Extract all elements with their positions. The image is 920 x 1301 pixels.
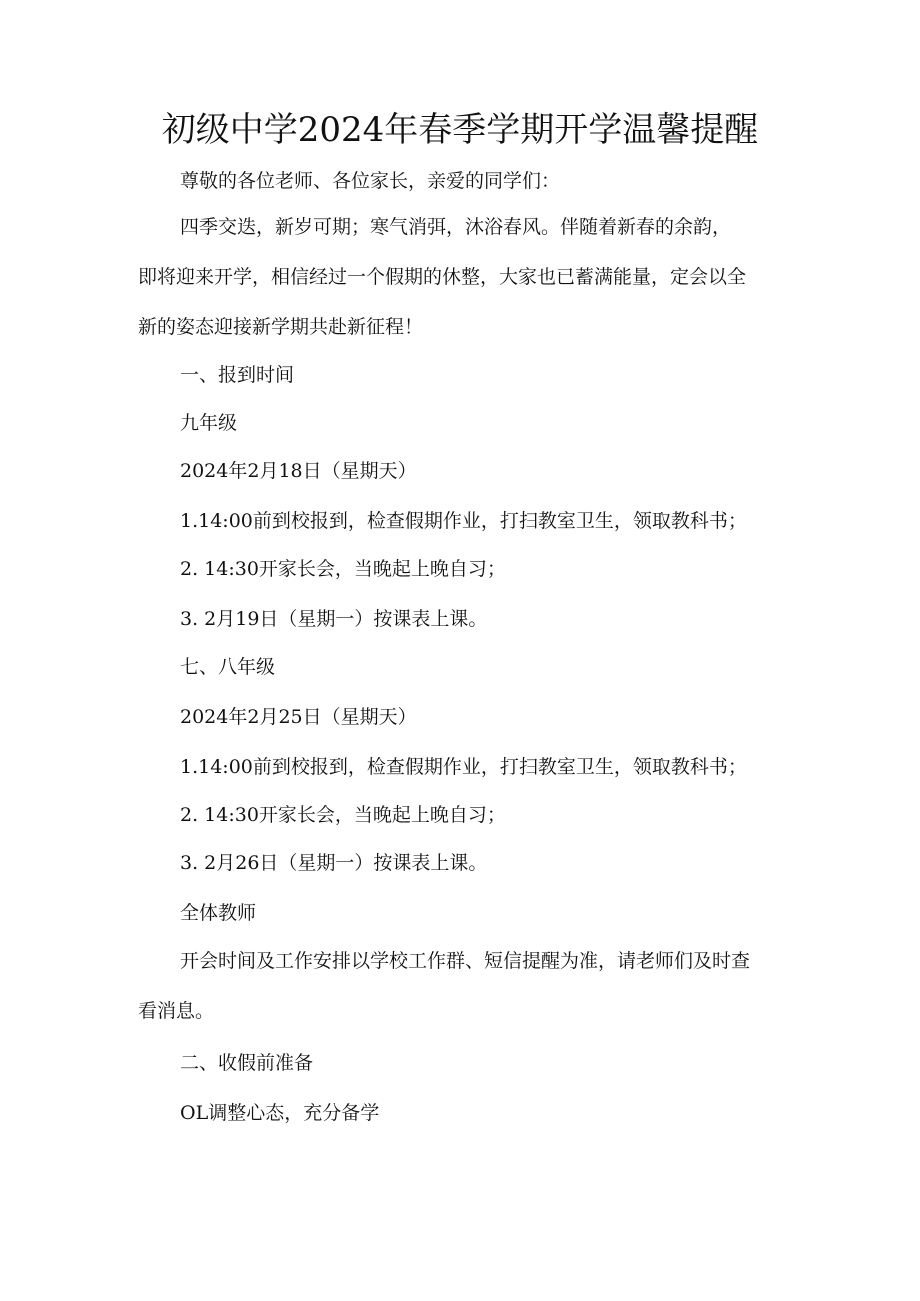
grade9-item-2: 2. 14:30开家长会，当晚起上晚自习；	[180, 558, 506, 580]
grade78-item-2: 2. 14:30开家长会，当晚起上晚自习；	[180, 804, 506, 826]
intro-line-1: 四季交迭，新岁可期；寒气消弭，沐浴春风。伴随着新春的余韵，	[180, 216, 732, 238]
document-title: 初级中学2024年春季学期开学温馨提醒	[161, 110, 759, 150]
intro-line-3: 新的姿态迎接新学期共赴新征程！	[138, 316, 424, 338]
grade78-item-1: 1.14:00前到校报到，检查假期作业，打扫教室卫生，领取教科书；	[180, 756, 747, 778]
section2-heading: 二、收假前准备	[180, 1052, 314, 1074]
grade9-item-3: 3. 2月19日（星期一）按课表上课。	[180, 608, 488, 630]
grade78-date: 2024年2月25日（星期天）	[180, 706, 417, 728]
teachers-label: 全体教师	[180, 902, 257, 924]
grade78-item-3: 3. 2月26日（星期一）按课表上课。	[180, 852, 488, 874]
section2-item-1: OL调整心态，充分备学	[180, 1102, 380, 1124]
teachers-line-1: 开会时间及工作安排以学校工作群、短信提醒为准，请老师们及时查	[180, 950, 751, 972]
section1-heading: 一、报到时间	[180, 364, 295, 386]
intro-line-2: 即将迎来开学，相信经过一个假期的休整，大家也已蓄满能量，定会以全	[138, 266, 747, 288]
grade9-label: 九年级	[180, 412, 238, 434]
grade9-item-1: 1.14:00前到校报到，检查假期作业，打扫教室卫生，领取教科书；	[180, 510, 747, 532]
grade9-date: 2024年2月18日（星期天）	[180, 460, 417, 482]
grade78-label: 七、八年级	[180, 656, 276, 678]
teachers-line-2: 看消息。	[138, 1000, 215, 1022]
greeting: 尊敬的各位老师、各位家长，亲爱的同学们：	[180, 170, 561, 192]
